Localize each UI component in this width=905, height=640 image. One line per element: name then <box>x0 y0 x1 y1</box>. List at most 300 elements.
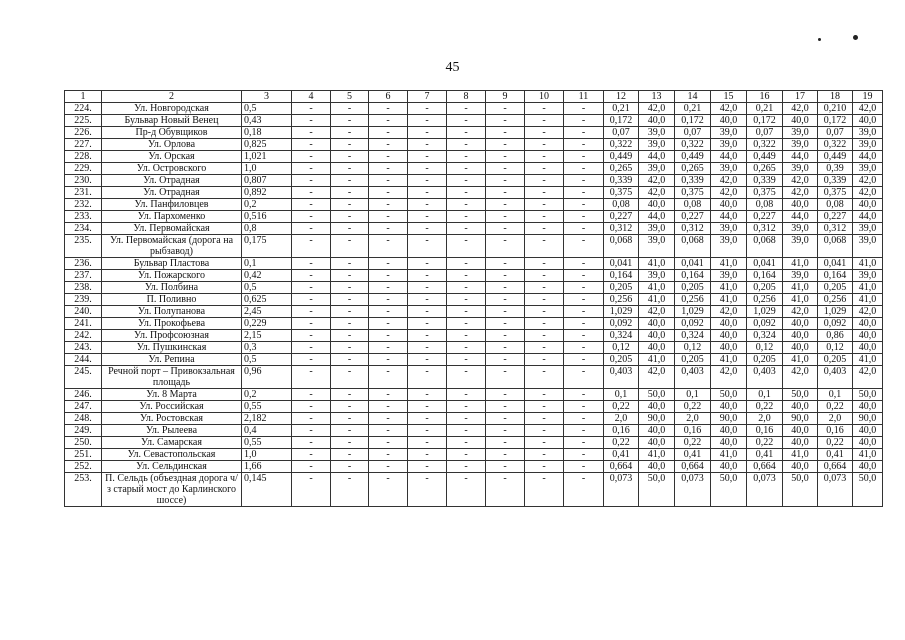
empty-cell: - <box>331 342 369 354</box>
length-cell: 0,229 <box>242 318 292 330</box>
value-cell: 0,068 <box>675 235 711 258</box>
data-table <box>64 90 883 507</box>
empty-cell: - <box>564 413 604 425</box>
empty-cell: - <box>564 461 604 473</box>
empty-cell: - <box>292 306 331 318</box>
empty-cell: - <box>292 211 331 223</box>
value-cell: 40,0 <box>853 330 883 342</box>
length-cell: 1,0 <box>242 449 292 461</box>
value-cell: 1,029 <box>747 306 783 318</box>
value-cell: 41,0 <box>783 294 818 306</box>
value-cell: 0,205 <box>604 354 639 366</box>
value-cell: 2,0 <box>818 413 853 425</box>
empty-cell: - <box>447 187 486 199</box>
empty-cell: - <box>331 473 369 507</box>
value-cell: 0,16 <box>604 425 639 437</box>
value-cell: 0,205 <box>604 282 639 294</box>
value-cell: 39,0 <box>783 235 818 258</box>
value-cell: 41,0 <box>783 282 818 294</box>
value-cell: 50,0 <box>783 389 818 401</box>
value-cell: 42,0 <box>639 103 675 115</box>
value-cell: 0,041 <box>747 258 783 270</box>
empty-cell: - <box>564 127 604 139</box>
length-cell: 1,021 <box>242 151 292 163</box>
empty-cell: - <box>564 306 604 318</box>
empty-cell: - <box>447 425 486 437</box>
table-row <box>65 461 883 473</box>
empty-cell: - <box>408 139 447 151</box>
empty-cell: - <box>331 175 369 187</box>
value-cell: 40,0 <box>783 401 818 413</box>
empty-cell: - <box>369 413 408 425</box>
value-cell: 40,0 <box>639 342 675 354</box>
value-cell: 0,227 <box>818 211 853 223</box>
value-cell: 40,0 <box>639 401 675 413</box>
scan-speck <box>853 35 858 40</box>
empty-cell: - <box>525 151 564 163</box>
empty-cell: - <box>447 330 486 342</box>
empty-cell: - <box>525 103 564 115</box>
value-cell: 41,0 <box>639 449 675 461</box>
value-cell: 40,0 <box>711 425 747 437</box>
empty-cell: - <box>408 389 447 401</box>
value-cell: 0,08 <box>747 199 783 211</box>
row-number: 233. <box>65 211 102 223</box>
empty-cell: - <box>447 306 486 318</box>
empty-cell: - <box>525 139 564 151</box>
empty-cell: - <box>369 175 408 187</box>
value-cell: 42,0 <box>639 187 675 199</box>
value-cell: 1,029 <box>818 306 853 318</box>
empty-cell: - <box>486 437 525 449</box>
table-row <box>65 103 883 115</box>
empty-cell: - <box>292 425 331 437</box>
value-cell: 39,0 <box>853 223 883 235</box>
empty-cell: - <box>525 342 564 354</box>
street-name: Ул. Орская <box>102 151 242 163</box>
value-cell: 0,08 <box>818 199 853 211</box>
value-cell: 0,256 <box>604 294 639 306</box>
value-cell: 39,0 <box>711 139 747 151</box>
empty-cell: - <box>447 354 486 366</box>
value-cell: 0,265 <box>604 163 639 175</box>
value-cell: 41,0 <box>853 294 883 306</box>
value-cell: 40,0 <box>711 401 747 413</box>
value-cell: 0,41 <box>747 449 783 461</box>
empty-cell: - <box>408 115 447 127</box>
row-number: 230. <box>65 175 102 187</box>
value-cell: 40,0 <box>783 342 818 354</box>
street-name: Ул. Пожарского <box>102 270 242 282</box>
length-cell: 0,625 <box>242 294 292 306</box>
column-header: 10 <box>525 91 564 103</box>
value-cell: 41,0 <box>853 354 883 366</box>
value-cell: 40,0 <box>853 318 883 330</box>
value-cell: 41,0 <box>853 449 883 461</box>
value-cell: 0,322 <box>675 139 711 151</box>
value-cell: 39,0 <box>711 127 747 139</box>
empty-cell: - <box>331 401 369 413</box>
street-name: Бульвар Пластова <box>102 258 242 270</box>
value-cell: 44,0 <box>639 211 675 223</box>
value-cell: 0,210 <box>818 103 853 115</box>
street-name: Ул. Первомайская (дорога на рыбзавод) <box>102 235 242 258</box>
empty-cell: - <box>369 223 408 235</box>
value-cell: 1,029 <box>604 306 639 318</box>
value-cell: 0,39 <box>818 163 853 175</box>
empty-cell: - <box>408 401 447 413</box>
value-cell: 41,0 <box>639 294 675 306</box>
street-name: Ул. Российская <box>102 401 242 413</box>
value-cell: 41,0 <box>783 449 818 461</box>
empty-cell: - <box>564 354 604 366</box>
empty-cell: - <box>486 330 525 342</box>
value-cell: 0,403 <box>604 366 639 389</box>
table-row <box>65 413 883 425</box>
empty-cell: - <box>486 282 525 294</box>
empty-cell: - <box>369 151 408 163</box>
value-cell: 41,0 <box>639 354 675 366</box>
value-cell: 39,0 <box>639 270 675 282</box>
value-cell: 50,0 <box>711 473 747 507</box>
column-header: 17 <box>783 91 818 103</box>
table-row <box>65 318 883 330</box>
table-row <box>65 199 883 211</box>
value-cell: 0,1 <box>818 389 853 401</box>
column-header: 3 <box>242 91 292 103</box>
empty-cell: - <box>408 366 447 389</box>
value-cell: 42,0 <box>783 103 818 115</box>
empty-cell: - <box>369 425 408 437</box>
value-cell: 0,164 <box>604 270 639 282</box>
empty-cell: - <box>564 187 604 199</box>
street-name: Ул. Ростовская <box>102 413 242 425</box>
value-cell: 50,0 <box>853 473 883 507</box>
empty-cell: - <box>369 354 408 366</box>
empty-cell: - <box>564 330 604 342</box>
street-name: Ул. Репина <box>102 354 242 366</box>
value-cell: 0,41 <box>818 449 853 461</box>
row-number: 252. <box>65 461 102 473</box>
empty-cell: - <box>369 437 408 449</box>
empty-cell: - <box>486 413 525 425</box>
empty-cell: - <box>486 294 525 306</box>
value-cell: 90,0 <box>639 413 675 425</box>
empty-cell: - <box>525 425 564 437</box>
empty-cell: - <box>564 342 604 354</box>
row-number: 235. <box>65 235 102 258</box>
value-cell: 0,265 <box>675 163 711 175</box>
empty-cell: - <box>447 199 486 211</box>
empty-cell: - <box>292 223 331 235</box>
row-number: 243. <box>65 342 102 354</box>
value-cell: 0,041 <box>675 258 711 270</box>
street-name: Ул. Прокофьева <box>102 318 242 330</box>
empty-cell: - <box>564 449 604 461</box>
value-cell: 50,0 <box>639 473 675 507</box>
length-cell: 0,55 <box>242 401 292 413</box>
length-cell: 0,43 <box>242 115 292 127</box>
value-cell: 0,312 <box>747 223 783 235</box>
value-cell: 40,0 <box>639 461 675 473</box>
value-cell: 0,172 <box>818 115 853 127</box>
value-cell: 42,0 <box>783 175 818 187</box>
value-cell: 0,41 <box>675 449 711 461</box>
value-cell: 40,0 <box>639 330 675 342</box>
empty-cell: - <box>331 211 369 223</box>
value-cell: 0,339 <box>818 175 853 187</box>
value-cell: 0,12 <box>818 342 853 354</box>
table-row <box>65 151 883 163</box>
value-cell: 42,0 <box>853 187 883 199</box>
empty-cell: - <box>408 342 447 354</box>
empty-cell: - <box>292 127 331 139</box>
value-cell: 42,0 <box>783 366 818 389</box>
empty-cell: - <box>292 413 331 425</box>
empty-cell: - <box>525 163 564 175</box>
length-cell: 0,825 <box>242 139 292 151</box>
value-cell: 42,0 <box>853 175 883 187</box>
empty-cell: - <box>447 258 486 270</box>
value-cell: 41,0 <box>783 354 818 366</box>
street-name: Бульвар Новый Венец <box>102 115 242 127</box>
empty-cell: - <box>292 270 331 282</box>
empty-cell: - <box>486 366 525 389</box>
empty-cell: - <box>408 473 447 507</box>
value-cell: 44,0 <box>783 151 818 163</box>
table-row <box>65 223 883 235</box>
length-cell: 0,807 <box>242 175 292 187</box>
street-name: Ул. Новгородская <box>102 103 242 115</box>
empty-cell: - <box>486 139 525 151</box>
empty-cell: - <box>447 473 486 507</box>
column-header: 18 <box>818 91 853 103</box>
value-cell: 42,0 <box>711 175 747 187</box>
empty-cell: - <box>408 413 447 425</box>
value-cell: 0,86 <box>818 330 853 342</box>
empty-cell: - <box>331 330 369 342</box>
empty-cell: - <box>525 461 564 473</box>
empty-cell: - <box>564 270 604 282</box>
empty-cell: - <box>447 389 486 401</box>
table-row <box>65 401 883 413</box>
value-cell: 39,0 <box>639 127 675 139</box>
empty-cell: - <box>331 258 369 270</box>
empty-cell: - <box>447 449 486 461</box>
empty-cell: - <box>564 211 604 223</box>
empty-cell: - <box>331 163 369 175</box>
value-cell: 0,16 <box>675 425 711 437</box>
empty-cell: - <box>525 401 564 413</box>
empty-cell: - <box>331 294 369 306</box>
empty-cell: - <box>408 437 447 449</box>
value-cell: 0,227 <box>747 211 783 223</box>
street-name: Ул. Пархоменко <box>102 211 242 223</box>
value-cell: 0,073 <box>818 473 853 507</box>
empty-cell: - <box>564 258 604 270</box>
value-cell: 40,0 <box>853 115 883 127</box>
empty-cell: - <box>486 163 525 175</box>
empty-cell: - <box>369 187 408 199</box>
row-number: 234. <box>65 223 102 235</box>
value-cell: 0,041 <box>818 258 853 270</box>
value-cell: 0,08 <box>604 199 639 211</box>
value-cell: 0,22 <box>604 437 639 449</box>
value-cell: 40,0 <box>853 401 883 413</box>
empty-cell: - <box>331 389 369 401</box>
value-cell: 39,0 <box>783 270 818 282</box>
empty-cell: - <box>369 103 408 115</box>
street-name: Ул. Профсоюзная <box>102 330 242 342</box>
value-cell: 0,324 <box>604 330 639 342</box>
empty-cell: - <box>369 282 408 294</box>
empty-cell: - <box>564 151 604 163</box>
column-header: 1 <box>65 91 102 103</box>
value-cell: 0,164 <box>818 270 853 282</box>
length-cell: 0,4 <box>242 425 292 437</box>
empty-cell: - <box>486 270 525 282</box>
empty-cell: - <box>525 199 564 211</box>
value-cell: 0,172 <box>747 115 783 127</box>
value-cell: 0,339 <box>604 175 639 187</box>
empty-cell: - <box>564 437 604 449</box>
value-cell: 90,0 <box>853 413 883 425</box>
column-header: 14 <box>675 91 711 103</box>
empty-cell: - <box>486 449 525 461</box>
value-cell: 0,16 <box>818 425 853 437</box>
street-name: Речной порт – Привокзальная площадь <box>102 366 242 389</box>
empty-cell: - <box>525 449 564 461</box>
empty-cell: - <box>369 199 408 211</box>
value-cell: 0,205 <box>675 282 711 294</box>
empty-cell: - <box>369 306 408 318</box>
empty-cell: - <box>525 294 564 306</box>
empty-cell: - <box>369 211 408 223</box>
length-cell: 0,96 <box>242 366 292 389</box>
empty-cell: - <box>331 413 369 425</box>
empty-cell: - <box>369 270 408 282</box>
value-cell: 0,312 <box>818 223 853 235</box>
row-number: 224. <box>65 103 102 115</box>
empty-cell: - <box>525 437 564 449</box>
value-cell: 40,0 <box>711 318 747 330</box>
length-cell: 0,5 <box>242 354 292 366</box>
row-number: 225. <box>65 115 102 127</box>
empty-cell: - <box>447 223 486 235</box>
empty-cell: - <box>564 473 604 507</box>
empty-cell: - <box>525 282 564 294</box>
empty-cell: - <box>486 342 525 354</box>
empty-cell: - <box>447 151 486 163</box>
empty-cell: - <box>564 318 604 330</box>
empty-cell: - <box>331 366 369 389</box>
empty-cell: - <box>369 235 408 258</box>
column-header: 12 <box>604 91 639 103</box>
value-cell: 1,029 <box>675 306 711 318</box>
street-name: Ул. Отрадная <box>102 187 242 199</box>
empty-cell: - <box>564 294 604 306</box>
column-header: 8 <box>447 91 486 103</box>
empty-cell: - <box>486 354 525 366</box>
empty-cell: - <box>564 425 604 437</box>
value-cell: 0,073 <box>675 473 711 507</box>
empty-cell: - <box>292 318 331 330</box>
length-cell: 0,892 <box>242 187 292 199</box>
column-header: 11 <box>564 91 604 103</box>
row-number: 242. <box>65 330 102 342</box>
empty-cell: - <box>486 473 525 507</box>
value-cell: 90,0 <box>711 413 747 425</box>
empty-cell: - <box>486 115 525 127</box>
empty-cell: - <box>331 306 369 318</box>
empty-cell: - <box>292 175 331 187</box>
value-cell: 2,0 <box>604 413 639 425</box>
empty-cell: - <box>486 318 525 330</box>
value-cell: 39,0 <box>639 235 675 258</box>
value-cell: 0,172 <box>604 115 639 127</box>
empty-cell: - <box>525 223 564 235</box>
empty-cell: - <box>564 223 604 235</box>
table-row <box>65 258 883 270</box>
empty-cell: - <box>486 389 525 401</box>
empty-cell: - <box>331 437 369 449</box>
table-row <box>65 294 883 306</box>
value-cell: 40,0 <box>711 330 747 342</box>
value-cell: 40,0 <box>853 199 883 211</box>
empty-cell: - <box>486 103 525 115</box>
empty-cell: - <box>292 437 331 449</box>
row-number: 237. <box>65 270 102 282</box>
empty-cell: - <box>486 211 525 223</box>
value-cell: 42,0 <box>711 103 747 115</box>
length-cell: 0,3 <box>242 342 292 354</box>
value-cell: 39,0 <box>783 163 818 175</box>
table-row <box>65 163 883 175</box>
empty-cell: - <box>486 401 525 413</box>
empty-cell: - <box>564 103 604 115</box>
value-cell: 41,0 <box>711 294 747 306</box>
empty-cell: - <box>486 175 525 187</box>
value-cell: 44,0 <box>711 151 747 163</box>
value-cell: 44,0 <box>639 151 675 163</box>
table-row <box>65 306 883 318</box>
empty-cell: - <box>447 294 486 306</box>
empty-cell: - <box>292 151 331 163</box>
value-cell: 40,0 <box>711 461 747 473</box>
empty-cell: - <box>369 318 408 330</box>
empty-cell: - <box>525 389 564 401</box>
value-cell: 44,0 <box>711 211 747 223</box>
empty-cell: - <box>292 366 331 389</box>
value-cell: 0,22 <box>675 437 711 449</box>
value-cell: 40,0 <box>639 318 675 330</box>
value-cell: 39,0 <box>853 235 883 258</box>
row-number: 253. <box>65 473 102 507</box>
value-cell: 0,07 <box>818 127 853 139</box>
value-cell: 41,0 <box>853 258 883 270</box>
row-number: 244. <box>65 354 102 366</box>
empty-cell: - <box>408 306 447 318</box>
table-row <box>65 139 883 151</box>
value-cell: 0,21 <box>604 103 639 115</box>
value-cell: 39,0 <box>711 270 747 282</box>
value-cell: 40,0 <box>853 425 883 437</box>
empty-cell: - <box>292 401 331 413</box>
empty-cell: - <box>369 366 408 389</box>
empty-cell: - <box>525 258 564 270</box>
value-cell: 39,0 <box>783 223 818 235</box>
value-cell: 0,324 <box>747 330 783 342</box>
